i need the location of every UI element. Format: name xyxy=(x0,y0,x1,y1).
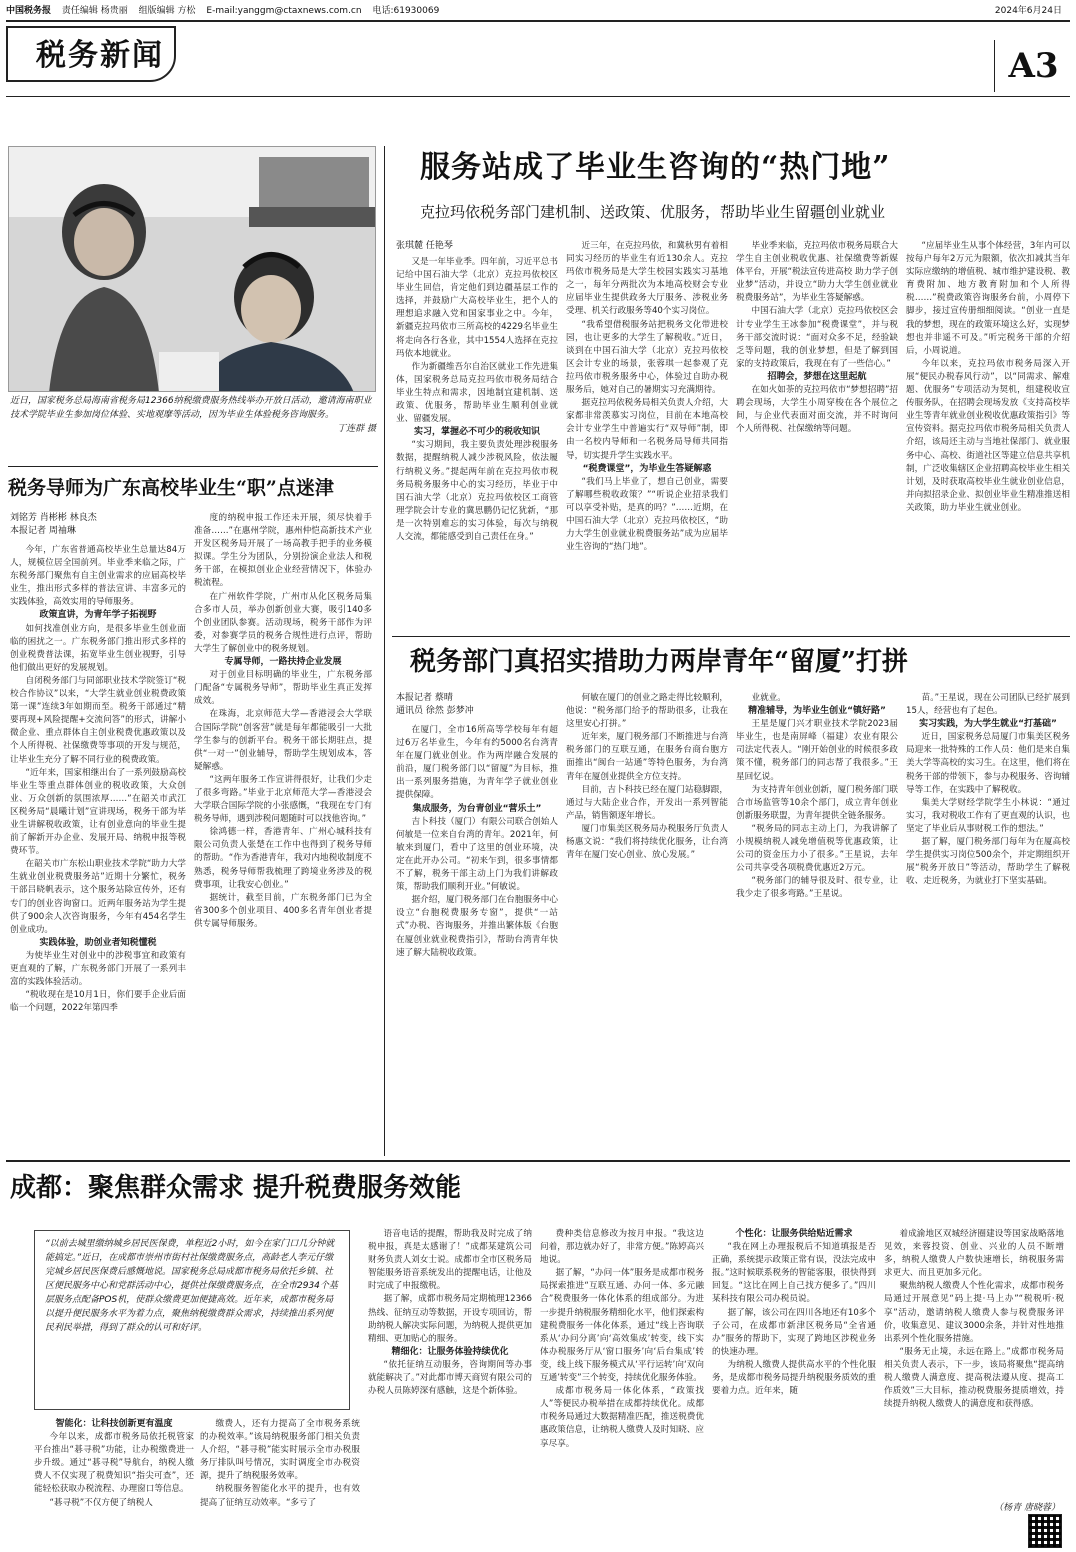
article4-col3 xyxy=(368,1228,532,1546)
rule xyxy=(6,1160,1070,1162)
paragraph: 着成渝地区双城经济圈建设等国家战略落地见效，来蓉投资、创业、兴业的人员不断增多，纳税人缴费人户数快速增长，纳税服务需求更大、而且更加多元化。 xyxy=(884,1229,1064,1279)
paragraph: 自闭税务部门与同部职业技术学院签订“税校合作协议”以来，“大学生就业创业税费政策第一课”连续3年如期而至。税务干部通过“精要再现+风险提醒+交流问答”的形式，讲解小微企业、重点群体自主创业税费优惠政策以及个人所得税、社保缴费等事项的开发与规范，让毕业生充分了解不同行业的税费政策。 xyxy=(10,675,186,765)
article1-col3 xyxy=(736,240,898,626)
article1-title: 服务站成了毕业生咨询的“热门地” xyxy=(420,150,891,185)
paragraph: “实习期间，我主要负责处理涉税服务数据，提醒纳税人减少涉税风险，依法履行纳税义务。”提起两年前在克拉玛依市税务局税务服务中心的实习经历，毕业于中国石油大学（北京）克拉玛依校区工商管理学院会计专业的冀思鹏仍记忆犹新，“那是一次特别难忘的实习体验，每次与纳税人交流，都能感受到自己责任在身。” xyxy=(396,440,558,542)
article4-author: （杨青 唐晓蓉） xyxy=(994,1503,1060,1513)
issue-date: 2024年6月24日 xyxy=(994,6,1062,16)
paragraph: 毕业季来临，克拉玛依市税务局联合大学生自主创业税收优惠、社保缴费等新媒体平台，开展“税法宣传进高校 助力学子创业梦”活动，并设立“助力大学生创业就业税费服务站”，为毕业生答疑解惑。 xyxy=(736,241,898,304)
sub-heading: 实习，掌握必不可少的税收知识 xyxy=(413,427,540,438)
photo-caption xyxy=(10,394,376,454)
paragraph: 吉卜科技（厦门）有限公司联合创始人何敏是一位来自台湾的青年。2021年，何敏来到厦门，看中了这里的创业环境，决定在此开办公司。“初来乍到，很多事情都不了解，税务干部主动上门为我们讲解政策，帮助我们顺利开业。”何敏说。 xyxy=(396,816,558,893)
sub-heading: 政策直讲，为青年学子拓视野 xyxy=(39,610,157,621)
paragraph: 厦门市集美区税务局办税服务厅负责人杨惠文说：“我们将持续优化服务，让台湾青年在厦门安心创业、放心发展。” xyxy=(566,823,728,861)
paragraph: “应届毕业生从事个体经营，3年内可以按每户每年2万元为限额，依次扣减其当年实际应缴纳的增值税、城市维护建设税、教育费附加、地方教育附加和个人所得税……”税费政策咨询服务台前，小周停下脚步，接过宣传册细细阅读。“创业一直是我的梦想，现在的政策环境这么好，实现梦想也并非遥不可及。”听完税务干部的介绍后，小周说道。 xyxy=(906,241,1070,356)
phone: 电话:61930069 xyxy=(372,6,440,16)
paragraph: 度的纳税申报工作还未开展，须尽快着手准备……”在惠州学院，惠州仲恺高新技术产业开发区税务局开展了一场高教手把手的业务模拟课。学生分为团队，分别扮演企业法人和税务干部，在模拟创业企业经营情况下，体验办税流程。 xyxy=(194,513,372,589)
paragraph: 作为新疆维吾尔自治区就业工作先进集体，国家税务总局克拉玛依市税务局结合毕业生特点和需求，因地制宜建机制、送政策、优服务，帮助毕业生顺利创业就业、留疆发展。 xyxy=(396,361,558,425)
sub-heading: 集成服务，为台青创业“营乐土” xyxy=(412,803,542,814)
column-divider xyxy=(384,636,385,1156)
sub-heading: “税费课堂”，为毕业生答疑解惑 xyxy=(582,463,712,474)
page-number: A3 xyxy=(994,40,1072,92)
article3-col1 xyxy=(396,724,558,1154)
sub-heading: 招聘会，梦想在这里起航 xyxy=(767,371,867,382)
article4-col4 xyxy=(540,1228,704,1546)
paragraph: 业就业。 xyxy=(751,693,786,703)
news-photo xyxy=(8,146,376,392)
article4-col2 xyxy=(200,1418,360,1546)
paragraph: “税务局的同志主动上门，为我讲解了小规模纳税人减免增值税等优惠政策，让公司的资金压力小了很多。”王星说，去年公司共享受各项税费优惠近2万元。 xyxy=(736,823,898,874)
paragraph: “税务部门的辅导很及时、很专业，让我少走了很多弯路。”王星说。 xyxy=(736,876,898,900)
paragraph: 苗。”王星说，现在公司团队已经扩展到15人，经营也有了起色。 xyxy=(906,693,1070,717)
paragraph: 中国石油大学（北京）克拉玛依校区会计专业学生王冰参加“税费课堂”，并与税务干部交流时说：“面对众多不足，经验缺乏等问题，我的创业梦想，但是了解到国家的支持政策后，我现在有了一些信心。” xyxy=(736,306,898,369)
paragraph: 徐鸿德一样，香港青年、广州心城科技有限公司负责人张楚在工作中也得到了税务导师的帮助。“作为香港青年，我对内地税收制度不熟悉，税务导师帮我梳理了跨境业务涉及的税费事项，让我安心创业。” xyxy=(194,827,372,890)
article3-col3 xyxy=(736,692,898,1154)
article2-title: 税务导师为广东高校毕业生“职”点迷津 xyxy=(8,477,334,499)
email: E-mail:yanggm@ctaxnews.com.cn xyxy=(206,6,362,16)
article3-byline xyxy=(396,692,556,718)
paragraph: 据了解，成都市税务局定期梳理12366热线、征纳互动等数据，开设专项回访，帮助纳税人解决实际问题，为纳税人提供更加精细、更加贴心的服务。 xyxy=(368,1294,532,1344)
paragraph: 近三年，在克拉玛依，和冀秋男有着相同实习经历的毕业生有近130余人。克拉玛依市税务局是大学生校园实践实习基地之一，每年分两批次为本地高校财会专业应届毕业生提供政务大厅服务、涉税业务受理、机关行政服务等40个实习岗位。 xyxy=(566,241,728,317)
article3-col2 xyxy=(566,692,728,1154)
sub-heading: 实习实践，为大学生就业“打基础” xyxy=(919,719,1057,730)
paragraph: 据统计，截至目前，广东税务部门已为全省300多个创业项目、400多名青年创业者提供专属导师服务。 xyxy=(194,892,372,929)
paragraph: 王星是厦门兴才职业技术学院2023届毕业生，也是南屏峰（福建）农业有限公司法定代表人。“刚开始创业的时候很多政策不懂，税务部门的同志帮了我很多。”王星回忆说。 xyxy=(736,719,898,782)
byline-authors: 刘铭芳 肖彬彬 林良杰 xyxy=(10,513,97,523)
article4-title: 成都：聚焦群众需求 提升税费服务效能 xyxy=(10,1173,462,1203)
paragraph: 今年，广东省普通高校毕业生总量达84万人，规模位居全国前列。毕业季来临之际，广东税务部门聚焦有自主创业需求的应届高校毕业生，推出形式多样的普法宣讲、丰富多元的实践体验，高效实用的导师服务。 xyxy=(10,545,186,608)
byline-authors: 通讯员 徐然 彭梦冲 xyxy=(396,706,474,716)
paragraph: 在如火如荼的克拉玛依市“梦想招聘”招聘会现场，大学生小周穿梭在各个展位之间，与企业代表面对面交流，并不时询问个人所得税、社保缴纳等问题。 xyxy=(736,385,898,435)
paragraph: 在珠海，北京师范大学—香港浸会大学联合国际学院“创客营”就是每年都能吸引一大批学生参与的创新平台。税务干部长期驻点，提供“一对一”创业辅导，帮助学生规划成本，答疑解惑。 xyxy=(194,709,372,772)
sub-heading: 个性化：让服务供给贴近需求 xyxy=(735,1229,853,1239)
paragraph: 又是一年毕业季。四年前，习近平总书记给中国石油大学（北京）克拉玛依校区毕业生回信，肯定他们到边疆基层工作的选择，并鼓励广大高校毕业生，把个人的理想追求融入党和国家事业之中。今年，新疆克拉玛依市三所高校的4229名毕业生将走向各行各业，其中1554人选择在克拉玛依本地就业。 xyxy=(396,257,558,359)
paragraph: 据了解，该公司在四川各地还有10多个子公司，在成都市新津区税务局“全省通办”服务的帮助下，实现了跨地区涉税业务的快速办理。 xyxy=(712,1307,876,1357)
article1-col1 xyxy=(396,256,558,626)
rule xyxy=(8,466,378,467)
paragraph: 费种类信息修改为按月申报。“我这边问着，那边就办好了，非常方便。”陈婷高兴地说。 xyxy=(540,1229,704,1266)
paragraph: 近日，国家税务总局厦门市集美区税务局迎来一批特殊的工作人员：他们是来自集美大学等高校的实习生。在这里，他们将在税务干部的带领下，参与办税服务、咨询辅导等工作，在实践中了解税收。 xyxy=(906,732,1070,795)
article2-col1 xyxy=(10,544,186,1154)
header-rule-2 xyxy=(6,96,1070,97)
byline-reporter: 本报记者 蔡晴 xyxy=(396,693,453,703)
paragraph: 为使毕业生对创业中的涉税事宜和政策有更直观的了解，广东税务部门开展了一系列丰富的实践体验活动。 xyxy=(10,950,186,988)
article2-byline xyxy=(10,512,190,538)
paragraph: 据了解，“办问一体”服务是成都市税务局探索推进“互联互通、办问一体、多元融合”税费服务一体化体系的组成部分。为进一步提升纳税服务精细化水平，他们探索构建税费服务一体化体系，通过“线上咨询联系从‘办问分离’向‘高效集成’转变，线下实体办税服务厅从‘窗口服务’向‘后台集成’转变，线上线下服务模式从‘平行运转’向‘双向互通’转变”三个转变，持续优化服务体验。 xyxy=(540,1268,704,1384)
paragraph: 集美大学财经学院学生小林说：“通过实习，我对税收工作有了更直观的认识，也坚定了毕业后从事财税工作的想法。” xyxy=(906,797,1070,834)
paragraph: 对于创业目标明确的毕业生，广东税务部门配备“专属税务导师”，帮助毕业生真正发挥成效。 xyxy=(194,670,372,707)
sub-heading: 精准辅导，为毕业生创业“镇好路” xyxy=(748,706,886,717)
sub-heading: 专属导师，一路扶持企业发展 xyxy=(224,657,342,668)
caption-text: 近日，国家税务总局海南省税务局12366纳税缴费服务热线举办开放日活动，邀请海南职业技术学院毕业生参加岗位体验、实地观摩等活动，因为毕业生体验税务咨询服务。 xyxy=(10,396,372,420)
paragraph: 今年以来，克拉玛依市税务局深入开展“便民办税春风行动”，以“同需求、解难题、优服务”专项活动为契机，组建税收宣传服务队，在招聘会现场发放《支持高校毕业生等青年就业创业税收优惠政策指引》等宣传资料。据克拉玛依市税务局相关负责人介绍，该局还主动与当地社保部门、就业服务中心、高校、街道社区等建立信息共享机制，广泛收集辖区企业招聘高校毕业生相关计划，及时获取高校毕业生就业创业信息，并向拟招录企业、拟创业毕业生精准推送相关政策，助力毕业生就业创业。 xyxy=(906,358,1070,513)
paragraph: “我们马上毕业了，想自己创业，需要了解哪些税收政策？”“听说企业招录我们可以享受补贴，是真的吗？”……近期，在中国石油大学（北京）克拉玛依校区，“助力大学生创业就业税费服务站”成为应届毕业生咨询的“热门地”。 xyxy=(566,476,728,553)
sub-heading: 实践体验，助创业者知税懂税 xyxy=(39,937,157,948)
paragraph: 缴费人，还有力提高了全市税务系统的办税效率。”该局纳税服务部门相关负责人介绍，“碁寻税”能实时展示全市办税服务厅排队叫号情况，实时调度全市办税资源，提升了纳税服务效率。 xyxy=(200,1419,360,1482)
paragraph: “近年来，国家相继出台了一系列鼓励高校毕业生等重点群体创业的税收政策，大众创业、万众创新的氛围浓厚……”在韶关市武江区税务局“晨曦计划”宣讲现场，税务干部为毕业生讲解税收政策，让有创业意向的毕业生提前了解新开办企业、发展开局、纳税申报等税费环节。 xyxy=(10,767,186,857)
rule xyxy=(392,636,1070,637)
paragraph: 据了解，厦门税务部门每年为在厦高校学生提供实习岗位500余个，并定期组织开展“税务开放日”等活动，帮助学生了解税收、走近税务，为就业打下坚实基础。 xyxy=(906,837,1070,887)
sub-heading: 精细化：让服务体验持续优化 xyxy=(391,1346,509,1357)
sub-heading: 智能化：让科技创新更有温度 xyxy=(55,1419,173,1429)
paper-name: 中国税务报 xyxy=(6,6,52,16)
photo-author: 丁连群 摄 xyxy=(337,424,376,434)
paragraph: 今年以来，成都市税务局依托税管家平台推出“碁寻税”功能，让办税缴费进一步升级。通过“碁寻税”导航台，纳税人缴费人不仅实现了税费知识“指尖可查”，还能轻松获取办税流程、办理窗口等信息。 xyxy=(34,1432,194,1495)
paragraph: 纳税服务智能化水平的提升，也有效提高了征纳互动效率。“多亏了 xyxy=(200,1484,360,1508)
article2-col2 xyxy=(194,512,372,1154)
article1-byline: 张琪麓 任艳琴 xyxy=(396,241,453,251)
paragraph: “我在网上办理报税后不知道填报是否正确，系统提示政策正常有误，没法完成申报。”这时候联系税务的智能客服，很快得到回复。“这比在网上自己找方便多了。”四川某科技有限公司办税员说。 xyxy=(712,1242,876,1305)
column-divider xyxy=(384,146,385,646)
paragraph: 何敏在厦门的创业之路走得比较顺利，他说：“税务部门给予的帮助很多，让我在这里安心打拼。” xyxy=(566,693,728,730)
header-rule xyxy=(6,20,1070,22)
paragraph: 为纳税人缴费人提供高水平的个性化服务，是成都市税务局提升纳税服务质效的重要着力点。近年来，随 xyxy=(712,1359,876,1397)
paragraph: “服务无止境，永远在路上。”成都市税务局相关负责人表示，下一步，该局将聚焦“提高纳税人缴费人满意度、提高税法遵从度、提高工作质效”三大目标，推动税费服务提质增效，持续提升纳税人缴费人的满意度和获得感。 xyxy=(884,1346,1064,1410)
article4-col6 xyxy=(884,1228,1064,1498)
masthead-bar xyxy=(6,4,1070,18)
paragraph: 据克拉玛依税务局相关负责人介绍，大家都非常羡慕实习岗位，目前在本地高校会计专业学生中普遍实行“双导师”制，即由一名校内导师和一名税务局导师共同指导，切实提升学生实践水平。 xyxy=(566,398,728,461)
paragraph: 为支持青年创业创新，厦门税务部门联合市场监管等10余个部门，成立青年创业创新服务联盟，为青年提供全链条服务。 xyxy=(736,784,898,821)
paragraph: “依托征纳互动服务，咨询期间等办事就能解决了。”对此都市博天商贸有限公司的办税人员陈婷深有感触，这是个新体验。 xyxy=(368,1359,532,1397)
paragraph: “这两年服务工作宣讲得很好，让我们少走了很多弯路。”毕业于北京师范大学—香港浸会大学联合国际学院的小张感慨，“我现在专门有税务导师，遇到涉税问题随时可以找他咨询。” xyxy=(194,774,372,825)
paragraph: “我希望借税服务站把税务文化带进校园，也让更多的大学生了解税收。”近日，谈到在中国石油大学（北京）克拉玛依校区会计专业的场景，张蓉琪一起参观了克拉玛依市税务服务中心，体验过自助办税服务后，她对自己的暑期实习充满期待。 xyxy=(566,319,728,396)
article4-col1 xyxy=(34,1418,194,1546)
paragraph: 近年来，厦门税务部门不断推进与台湾税务部门的互联互通，在服务台商台胞方面推出“闽台一站通”等特色服务，为台湾青年在厦创业提供全方位支持。 xyxy=(566,732,728,782)
paragraph: 聚焦纳税人缴费人个性化需求，成都市税务局通过开展意见“码上提·马上办”“税税听·税享”活动，邀请纳税人缴费人参与税费服务评价，收集意见、建议3000余条，并针对性地推出系列个性化服务措施。 xyxy=(884,1281,1064,1344)
article3-col4 xyxy=(906,692,1070,1154)
paragraph: 目前，吉卜科技已经在厦门站稳脚跟，通过与大陆企业合作，开发出一系列智能产品，销售额逐年增长。 xyxy=(566,784,728,821)
paragraph: 在韶关市广东松山职业技术学院“助力大学生就业创业税费服务站”近期十分繁忙，税务干部吕晓帆表示，这个服务站除宣传外，还有专门的创业咨询窗口。近两年服务站为学生提供了900余人次咨询服务，今年有454名学生创业成功。 xyxy=(10,859,186,935)
call-center-photo xyxy=(9,147,376,392)
paragraph: 据介绍，厦门税务部门在台胞服务中心设立“台胞税费服务专窗”，提供“一站式”办税、咨询服务，并推出繁体版《台胞在厦创业就业税费指引》，帮助台湾青年快速了解大陆税收政策。 xyxy=(396,895,558,958)
paragraph: 在厦门，全市16所高等学校每年有超过6万名毕业生，今年有约5000名台湾青年在厦门就业创业。作为两岸融合发展的前沿，厦门税务部门以“留厦”为目标，推出一系列服务措施，为青年学子就业创业提供保障。 xyxy=(396,725,558,801)
paragraph: “税收现在是10月1日，你们要手企业后面临一个问题，2022年第四季 xyxy=(10,990,186,1014)
article1-col4 xyxy=(906,240,1070,626)
article3-title: 税务部门真招实措助力两岸青年“留厦”打拼 xyxy=(410,647,908,677)
section-title: 税务新闻 xyxy=(6,26,176,82)
qr-code-icon xyxy=(1028,1514,1062,1548)
paragraph: 成都市税务局一体化体系，“政策找人”等便民办税举措在成都持续优化。成都市税务局通过大数据精准匹配，推送税费优惠政策信息，让纳税人缴费人及时知晓、应享尽享。 xyxy=(540,1386,704,1449)
paragraph: “碁寻税”不仅方便了纳税人 xyxy=(49,1497,153,1508)
layout-editor: 组版编辑 方松 xyxy=(138,6,196,16)
paragraph: 在广州软件学院，广州市从化区税务局集合多市人员，举办创新创业大赛，吸引140多个创业团队参赛。活动现场，税务干部作为评委，对参赛学员的税务合规性进行点评，帮助大学生了解创业中的税务规划。 xyxy=(194,591,372,654)
article4-col5 xyxy=(712,1228,876,1546)
paragraph: 如何找准创业方向，是很多毕业生创业面临的困扰之一。广东税务部门推出形式多样的创业税费普法课，拓宽毕业生创业视野，引导他们做出更好的发展规划。 xyxy=(10,623,186,673)
article4-intro: “以前去城里缴纳城乡居民医保费，单程近2小时，如今在家门口几分钟就能搞定。”近日，在成都市崇州市街村社保缴费服务点，高龄老人李元仔缴完城乡居民医保费后感慨地说。国家税务总局成都市税务局依托乡镇、社区便民服务中心和党群活动中心，提供社保缴费服务点，在全市2934个基层服务点配备POS机，使群众缴费更加便捷高效。近年来，成都市税务局以提升便民服务水平为着力点，聚焦纳税缴费群众需求，持续推出系列便民利民举措，得到了群众的认可和好评。 xyxy=(34,1230,350,1410)
byline-reporter: 本报记者 周袖琳 xyxy=(10,526,76,536)
editor: 责任编辑 杨贵丽 xyxy=(61,6,128,16)
article1-subtitle: 克拉玛依税务部门建机制、送政策、优服务，帮助毕业生留疆创业就业 xyxy=(420,203,886,221)
paragraph: 语音电话的提醒，帮助我及时完成了纳税申报，真是太感谢了！”成都某建筑公司财务负责人刘女士说。成都市全市区税务局智能服务语音系统发出的提醒电话，让他及时完成了申报缴税。 xyxy=(368,1229,532,1292)
article1-col2 xyxy=(566,240,728,626)
